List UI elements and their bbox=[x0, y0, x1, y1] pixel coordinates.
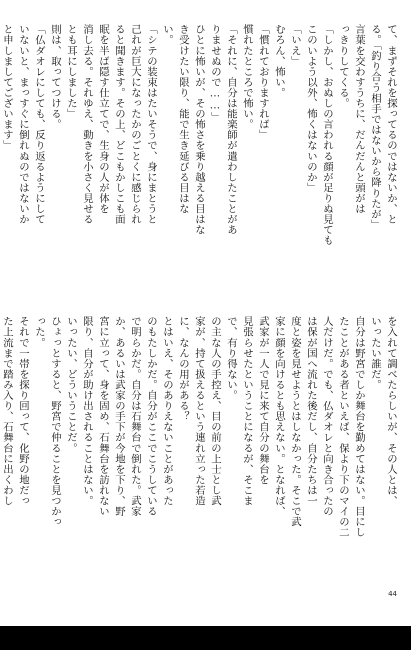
lower-text-line: の主な人の手控え、目の前の上士とし武 bbox=[209, 316, 221, 506]
lower-text-line: で、有り得ない。 bbox=[225, 316, 237, 401]
upper-text-line: 消し去る。それゆえ、動きを小さく見せる bbox=[81, 24, 93, 225]
lower-text-line: った。 bbox=[33, 316, 45, 348]
lower-text-line: 見張らせたということになるが、そこま bbox=[241, 316, 253, 506]
lower-text-line: それで一帯を探り回って、化野の地だっ bbox=[17, 316, 29, 506]
upper-text-line: と申しましてございます」 bbox=[1, 24, 13, 151]
lower-text-line: 武家が一人で見に来て自分の舞台を bbox=[257, 316, 269, 485]
upper-text-line: いないと、まっすぐに倒れぬのではないか bbox=[17, 24, 29, 225]
lower-text-line: いったい誰だ。 bbox=[369, 316, 381, 390]
upper-text-line: ると聞きます。その上、どこもかしこも面 bbox=[113, 24, 125, 225]
lower-text-line: 度と姿を見せようとはしなかった。そこで武 bbox=[289, 316, 301, 527]
upper-text-line: 慣れたところで怖い。 bbox=[241, 24, 253, 130]
lower-text-line: いったい、どういうことだ。 bbox=[65, 316, 77, 454]
upper-text-line: い。 bbox=[161, 24, 173, 46]
upper-text-line: とも耳にしました」 bbox=[65, 24, 77, 119]
upper-text-line: 「いえ」 bbox=[289, 24, 301, 67]
lower-text-line: を入れて調べたらしいが、その人とは、 bbox=[385, 316, 397, 506]
lower-text-line: た上流まで踏み入り、石舞台に出くわし bbox=[1, 316, 13, 506]
upper-text-line: っきりしてくる。 bbox=[337, 24, 349, 109]
upper-text-line: て、まずそれを探ってるのではないか、と bbox=[385, 24, 397, 225]
upper-text-line: る。「釣り合う相手ではないから降りたが」 bbox=[369, 24, 381, 230]
upper-text-line: りませぬので……」 bbox=[209, 24, 221, 123]
upper-text-block bbox=[1, 24, 399, 296]
lower-text-line: 家が、持て扱えるという連れ立った若造 bbox=[193, 316, 205, 506]
upper-text-line: き受けたい限り、能で生き延びる目はな bbox=[177, 24, 189, 214]
lower-text-line: 家に顔を向けるとも思えない。となれば、 bbox=[273, 316, 285, 517]
lower-text-line: ひょっとすると、野宮で仲ることを見つかっ bbox=[49, 316, 61, 527]
lower-text-line: 限り、自分が助け出されることはない。 bbox=[81, 316, 93, 506]
lower-text-line: は保が国へ流れた後だし、自分たちは一 bbox=[305, 316, 317, 506]
upper-text-line: 「慣れておりますれば」 bbox=[257, 24, 269, 141]
lower-text-line: 宮に立って、身を固め、石舞台を訪れない bbox=[97, 316, 109, 517]
upper-text-line: 「しかし、おぬしの言われる顔が足りぬ見ても bbox=[321, 24, 333, 246]
lower-text-line: 自分は野宮でしか舞台を勤めてはない。目にし bbox=[353, 316, 365, 538]
lower-text-line: のもたしかだ。自分がここでこうしている bbox=[145, 316, 157, 517]
upper-text-line: このいよう以外、怖くはないのか」 bbox=[305, 24, 317, 193]
upper-text-line: 「仏ダオレにしても、反り返るようにして bbox=[33, 24, 45, 225]
lower-text-line: か、あるいは武家の手下が今地を下り、野 bbox=[113, 316, 125, 517]
upper-text-line: 「シテの装束はたいそうで、身にまとうと bbox=[145, 24, 157, 225]
lower-text-line: 人だけだ。でも、仏ダオレと向き合ったの bbox=[321, 316, 333, 517]
lower-text-line: とはいえ、そのありえないことがあった bbox=[161, 316, 173, 506]
upper-text-line: むろん、怖い。 bbox=[273, 24, 285, 98]
upper-text-line: 己れが巨大になったかのごとくに感じられ bbox=[129, 24, 141, 225]
upper-text-line: ひとに怖いが、その怖さを乗り越える目はな bbox=[193, 24, 205, 235]
upper-text-line: 則は、取ってつける。 bbox=[49, 24, 61, 130]
lower-text-line: に、なんの用がある？ bbox=[177, 316, 189, 422]
upper-text-line: 「それに、自分は能楽師が遣わしたことがあ bbox=[225, 24, 237, 235]
lower-text-line: たことがある者といえば、保より下のマイの二 bbox=[337, 316, 349, 538]
upper-text-line: 眠を半ば隠す仕立てで、生身の人が体を bbox=[97, 24, 109, 214]
page-number: 44 bbox=[388, 590, 397, 598]
lower-text-block bbox=[1, 316, 399, 588]
lower-text-line: で明らかだ。自分は石舞台で倒れた。武家 bbox=[129, 316, 141, 517]
upper-text-line: 言葉を交わすうちに、だんだんと頭がは bbox=[353, 24, 365, 214]
